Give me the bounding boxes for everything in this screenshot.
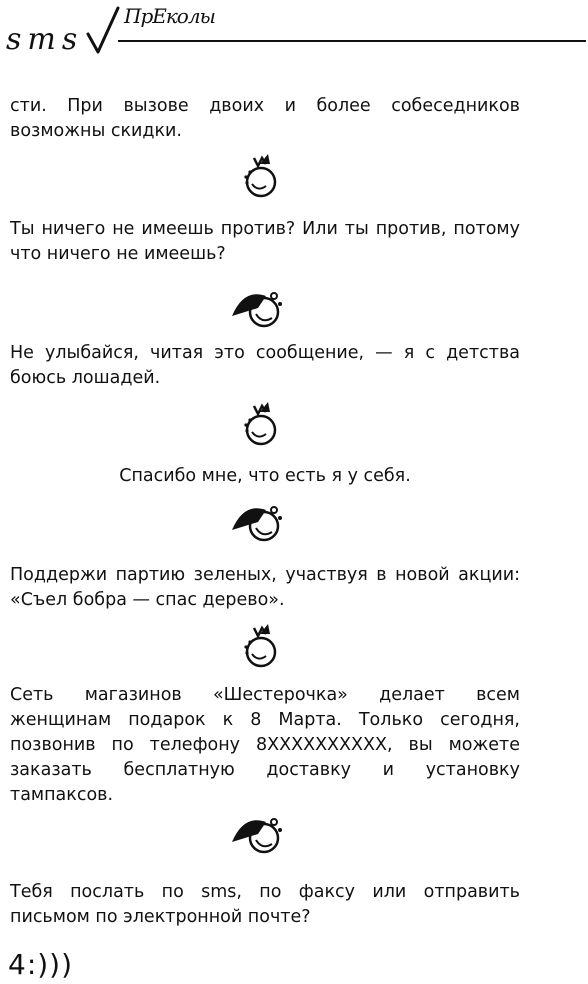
logo-sms-text: sms xyxy=(6,22,84,57)
boy-with-cap-icon xyxy=(228,812,290,858)
paragraph-3: Не улыбайся, читая это сообщение, — я с детства боюсь лошадей. xyxy=(10,343,520,388)
paragraph-4: Спасибо мне, что есть я у себя. xyxy=(119,466,411,486)
girl-with-bow-icon xyxy=(234,150,284,200)
paragraph-6: Сеть магазинов «Шестерочка» делает всем женщинам подарок к 8 Марта. Только сегодня, позвонив по телефону 8XXXXXXXXXX, вы можете заказать бесплатную доставку и установку тампаксов. xyxy=(10,685,520,805)
boy-with-cap-icon xyxy=(232,293,282,326)
boy-with-cap-icon xyxy=(228,500,290,546)
page-header xyxy=(0,0,588,60)
paragraph-1: сти. При вызове двоих и более собеседников возможны скидки. xyxy=(10,96,520,141)
girl-with-bow-icon xyxy=(234,398,284,448)
paragraph-7: Тебя послать по sms, по факсу или отправить письмом по электронной почте? xyxy=(10,882,520,927)
header-title: ПрЕколы xyxy=(124,4,215,28)
page-number: 4:))) xyxy=(8,948,74,981)
girl-with-bow-icon xyxy=(234,620,284,670)
checkmark-icon xyxy=(86,6,120,54)
header-rule xyxy=(118,40,586,42)
paragraph-5: Поддержи партию зеленых, участвуя в новой акции: «Съел бобра — спас дерево». xyxy=(10,565,520,610)
paragraph-2: Ты ничего не имеешь против? Или ты против, потому что ничего не имеешь? xyxy=(10,219,520,264)
